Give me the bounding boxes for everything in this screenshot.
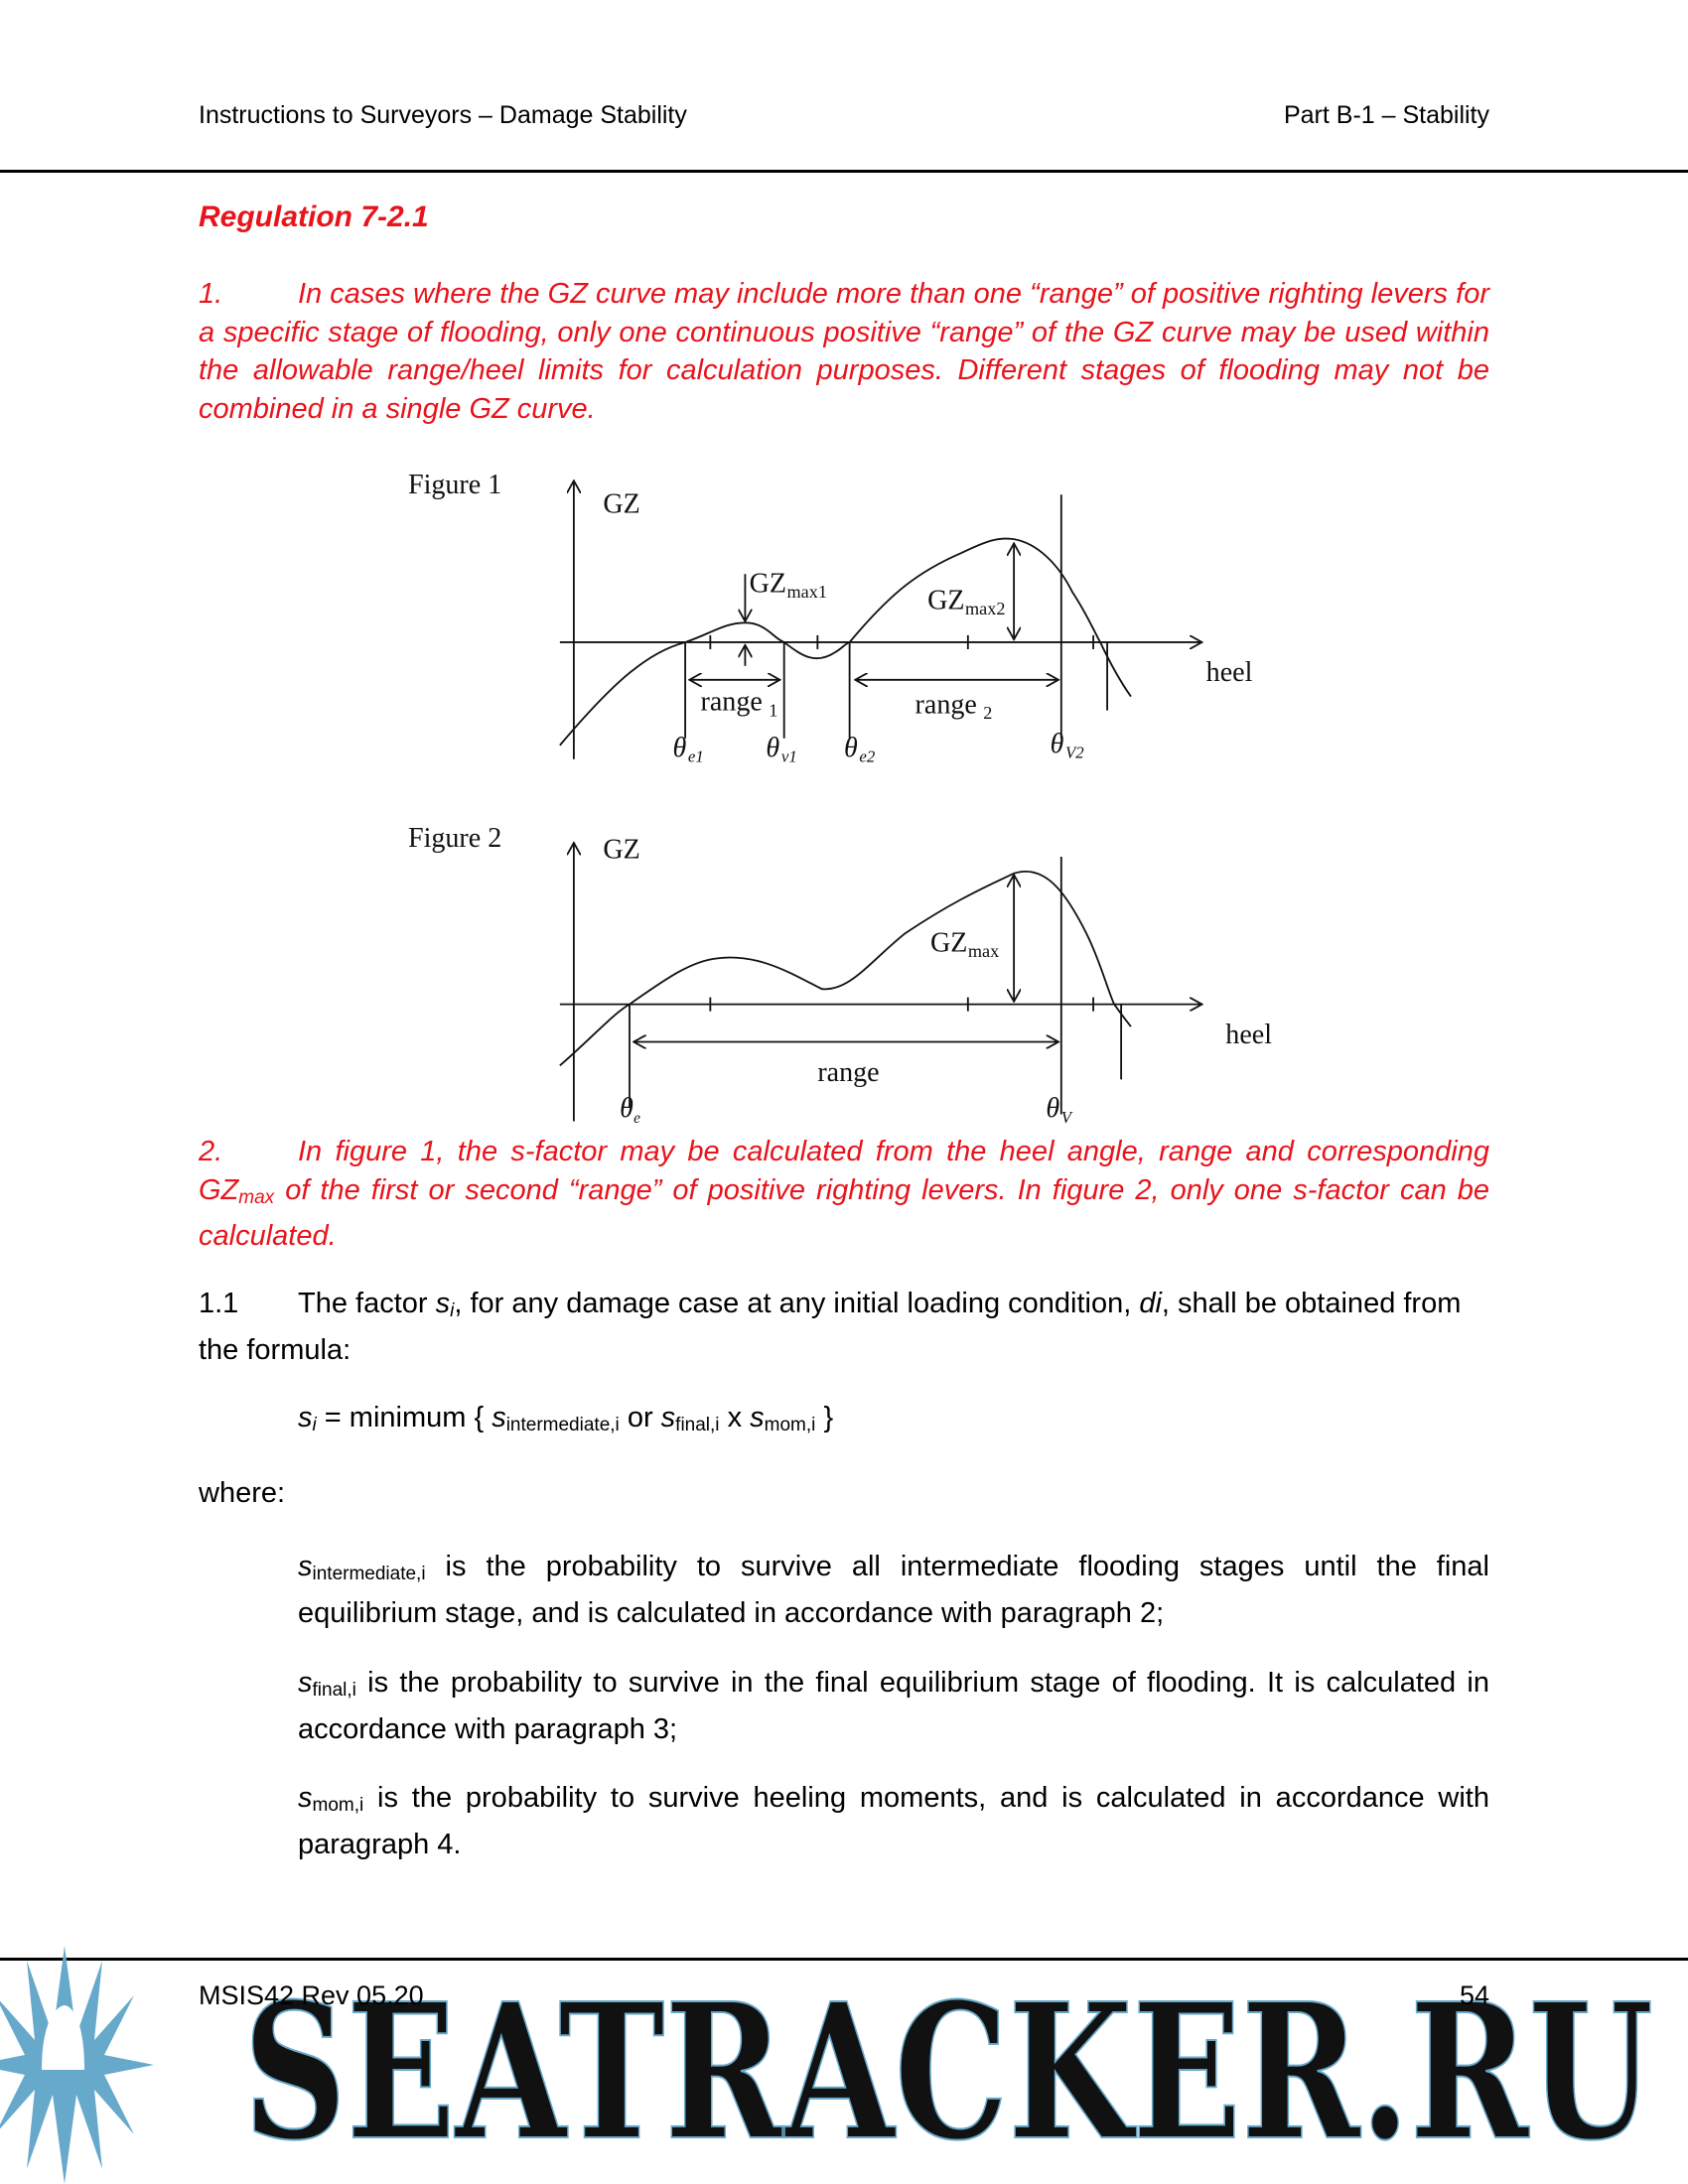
- footer-left: MSIS42 Rev 05.20: [199, 1980, 424, 2010]
- def-s: s: [298, 1782, 313, 1814]
- figure-1-x-label: heel: [1205, 657, 1253, 689]
- definition-mom: [298, 1779, 1489, 1863]
- paragraph-2: [199, 1133, 1489, 1256]
- formula-or: or: [619, 1402, 661, 1433]
- watermark-logo: [0, 1936, 1688, 2184]
- gzmax2-label: GZ: [927, 585, 965, 616]
- paragraph-1-number: 1.: [199, 278, 223, 310]
- formula-s3: s: [750, 1402, 765, 1433]
- formula-s: s: [298, 1402, 313, 1433]
- figure-1-title: Figure 1: [407, 469, 502, 500]
- figure-1-y-label: GZ: [603, 488, 640, 520]
- page-number: 54: [1459, 1980, 1489, 2010]
- theta-e2-sub: e2: [859, 747, 876, 766]
- gzmax-sub: max: [967, 940, 1000, 961]
- paragraph-2-text: In figure 1, the s-factor may be calculated from the heel angle, range and corresponding GZ: [199, 1136, 1489, 1206]
- theta-v2-sub: V2: [1065, 743, 1084, 762]
- paragraph-2-number: 2.: [199, 1136, 223, 1167]
- figure-2-x-label: heel: [1225, 1019, 1273, 1050]
- def-text: is the probability to survive in the final equilibrium stage of flooding. It is calculated in accordance with paragraph 3;: [298, 1667, 1489, 1745]
- def-s: s: [298, 1667, 313, 1699]
- header-left: Instructions to Surveyors – Damage Stability: [199, 101, 687, 129]
- formula-eq: = minimum {: [316, 1402, 492, 1433]
- definition-final: [298, 1664, 1489, 1748]
- formula-x: x: [719, 1402, 751, 1433]
- def-sub: final,i: [312, 1680, 356, 1701]
- formula-s3-sub: mom,i: [764, 1415, 816, 1435]
- header-right: Part B-1 – Stability: [1283, 101, 1489, 129]
- di-symbol: di: [1139, 1288, 1162, 1319]
- paragraph-1-1: [199, 1285, 1489, 1369]
- formula-s1: s: [492, 1402, 506, 1433]
- watermark-text: SEATRACKER.RU: [243, 1963, 1653, 2182]
- gzmax-label: GZ: [929, 927, 968, 959]
- figure-1: [408, 470, 1253, 766]
- p11-text3: , shall be obtained from the formula:: [199, 1288, 1462, 1366]
- formula-s1-sub: intermediate,i: [505, 1415, 620, 1435]
- def-sub: intermediate,i: [312, 1564, 426, 1584]
- paragraph-1-1-number: 1.1: [199, 1288, 239, 1319]
- theta-v2: θ: [1050, 728, 1064, 759]
- theta-v: θ: [1046, 1093, 1060, 1125]
- range2-label: range: [914, 689, 977, 721]
- theta-e1: θ: [672, 732, 687, 763]
- formula-close: }: [815, 1402, 834, 1433]
- where-label: where:: [199, 1477, 286, 1509]
- p11-text: The factor: [298, 1288, 436, 1319]
- range-label: range: [817, 1056, 880, 1088]
- theta-v-sub: V: [1060, 1107, 1072, 1127]
- gzmax1-sub: max1: [786, 582, 827, 603]
- formula-s2-sub: final,i: [675, 1415, 720, 1435]
- theta-e: θ: [620, 1093, 633, 1125]
- def-sub: mom,i: [312, 1795, 364, 1816]
- definition-intermediate: [298, 1548, 1489, 1632]
- p11-text2: , for any damage case at any initial loading condition,: [454, 1288, 1140, 1319]
- theta-v1-sub: v1: [780, 747, 797, 766]
- range2-sub: 2: [983, 703, 993, 724]
- range1-label: range: [700, 686, 763, 718]
- gzmax1-label: GZ: [749, 568, 787, 600]
- def-text: is the probability to survive all intermediate flooding stages until the final equilibrium stage, and is calculated in accordance with paragraph 2;: [298, 1551, 1489, 1629]
- paragraph-2-text-cont: of the first or second “range” of positive righting levers. In figure 2, only one s-factor can be calculated.: [199, 1173, 1489, 1252]
- range1-sub: 1: [769, 700, 778, 721]
- formula-s-sub: i: [312, 1415, 317, 1435]
- theta-v1: θ: [766, 732, 780, 763]
- s-sub: i: [450, 1300, 455, 1321]
- def-s: s: [298, 1551, 313, 1582]
- s-symbol: s: [435, 1288, 451, 1319]
- figure-2: [408, 823, 1272, 1127]
- figure-2-title: Figure 2: [407, 823, 502, 855]
- def-text: is the probability to survive heeling moments, and is calculated in accordance with paragraph 4.: [298, 1782, 1489, 1860]
- gzmax-subscript: max: [238, 1186, 275, 1208]
- theta-e-sub: e: [633, 1109, 641, 1127]
- paragraph-1-text: In cases where the GZ curve may include more than one “range” of positive righting levers for a specific stage of flooding, only one continuous positive “range” of the GZ curve may be used within the allowable range/heel limits for calculation purposes. Different stages of flooding may not be combined in a single GZ curve.: [199, 278, 1489, 425]
- figure-2-gz-curve: [560, 872, 1131, 1066]
- formula: [298, 1399, 833, 1445]
- formula-s2: s: [660, 1402, 676, 1433]
- theta-e1-sub: e1: [687, 747, 704, 766]
- theta-e2: θ: [844, 732, 858, 763]
- gzmax2-sub: max2: [965, 598, 1006, 618]
- figure-2-y-label: GZ: [603, 834, 640, 866]
- sun-icon: [0, 1946, 154, 2184]
- regulation-title: Regulation 7-2.1: [199, 201, 429, 233]
